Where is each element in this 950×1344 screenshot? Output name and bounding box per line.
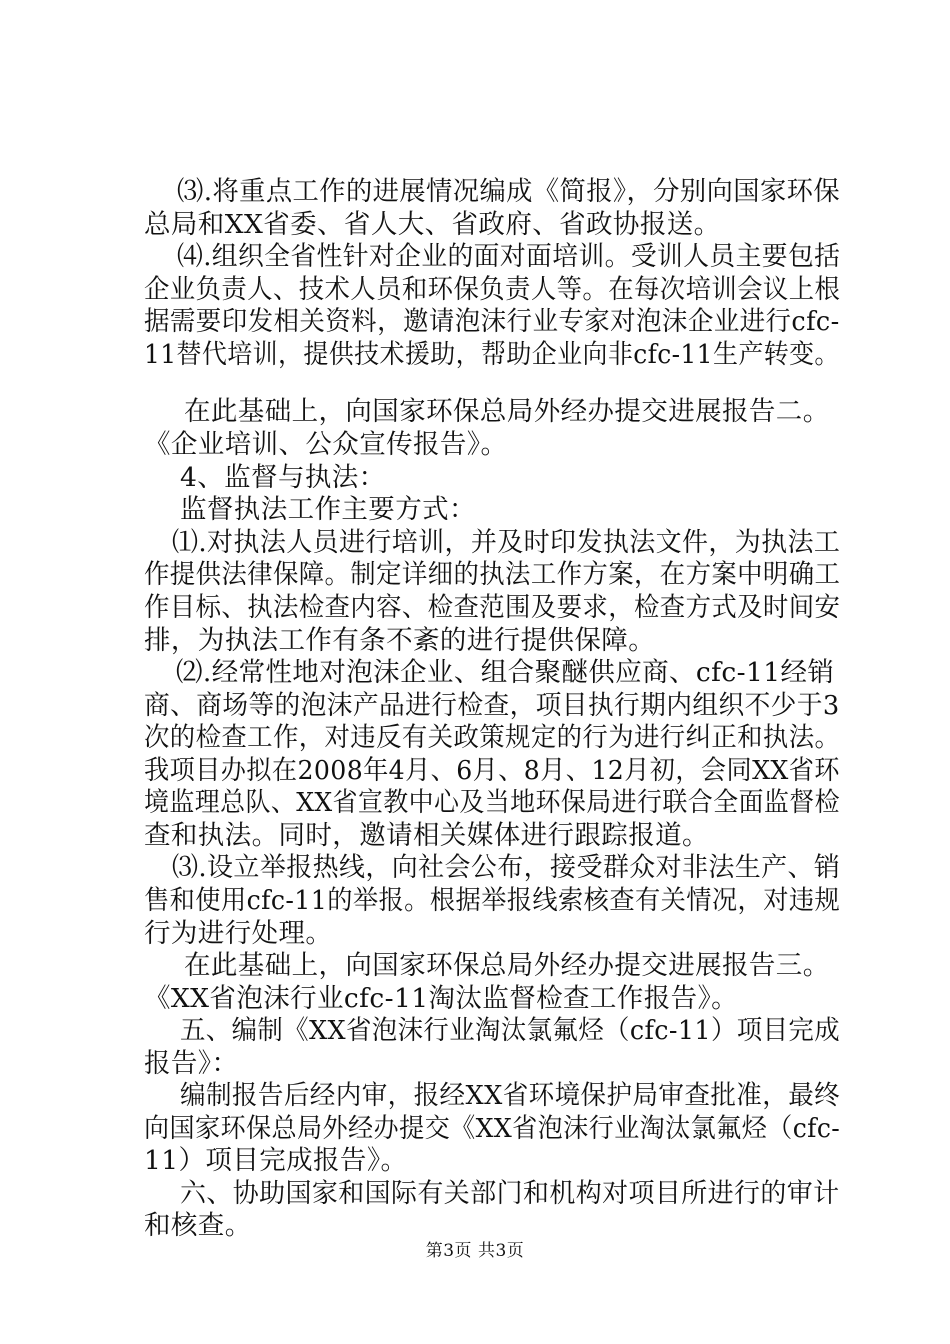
paragraph-line: 售和使用cfc-11的举报。根据举报线索核查有关情况，对违规 [144,885,841,916]
paragraph-line: 作目标、执法检查内容、检查范围及要求，检查方式及时间安 [144,592,841,623]
paragraph-line: 作提供法律保障。制定详细的执法工作方案，在方案中明确工 [144,559,841,590]
section-heading: 和核查。 [144,1210,252,1241]
paragraph-line: 查和执法。同时，邀请相关媒体进行跟踪报道。 [144,820,709,851]
paragraph-line: 在此基础上，向国家环保总局外经办提交进展报告三。 [184,950,830,981]
paragraph-line: ⑶.将重点工作的进展情况编成《简报》，分别向国家环保 [177,176,841,207]
paragraph-line: 在此基础上，向国家环保总局外经办提交进展报告二。 [184,396,830,427]
section-heading: 4、监督与执法： [180,462,386,493]
paragraph-line: 《XX省泡沫行业cfc-11淘汰监督检查工作报告》。 [144,983,739,1014]
paragraph-line: ⑴.对执法人员进行培训，并及时印发执法文件，为执法工 [172,527,841,558]
paragraph-line: 11）项目完成报告》。 [144,1145,408,1176]
section-heading: 六、协助国家和国际有关部门和机构对项目所进行的审计 [180,1178,840,1209]
paragraph-line: 11替代培训，提供技术援助，帮助企业向非cfc-11生产转变。 [144,339,840,370]
paragraph-line: ⑷.组织全省性针对企业的面对面培训。受训人员主要包括 [177,241,841,272]
paragraph-line: ⑶.设立举报热线，向社会公布，接受群众对非法生产、销 [172,852,841,883]
paragraph-line: 据需要印发相关资料，邀请泡沫行业专家对泡沫企业进行cfc- [144,306,840,337]
paragraph-line: 《企业培训、公众宣传报告》。 [144,429,508,460]
paragraph-line: ⑵.经常性地对泡沫企业、组合聚醚供应商、cfc-11经销 [176,657,835,688]
paragraph-line: 向国家环保总局外经办提交《XX省泡沫行业淘汰氯氟烃（cfc- [144,1113,841,1144]
section-heading: 五、编制《XX省泡沫行业淘汰氯氟烃（cfc-11）项目完成 [180,1015,840,1046]
paragraph-line: 行为进行处理。 [144,918,333,949]
page-number-footer: 第3页 共3页 [425,1241,525,1261]
paragraph-line: 境监理总队、XX省宣教中心及当地环保局进行联合全面监督检 [144,787,840,818]
paragraph-line: 次的检查工作，对违反有关政策规定的行为进行纠正和执法。 [144,722,841,753]
paragraph-line: 监督执法工作主要方式： [180,494,476,525]
paragraph-line: 编制报告后经内审，报经XX省环境保护局审查批准，最终 [180,1080,841,1111]
section-heading: 报告》： [144,1048,239,1079]
paragraph-line: 我项目办拟在2008年4月、6月、8月、12月初，会同XX省环 [144,755,840,786]
paragraph-line: 总局和XX省委、省人大、省政府、省政协报送。 [144,209,721,240]
paragraph-line: 商、商场等的泡沫产品进行检查，项目执行期内组织不少于3 [144,690,840,721]
paragraph-line: 企业负责人、技术人员和环保负责人等。在每次培训会议上根 [144,274,841,305]
paragraph-line: 排，为执法工作有条不紊的进行提供保障。 [144,625,656,656]
